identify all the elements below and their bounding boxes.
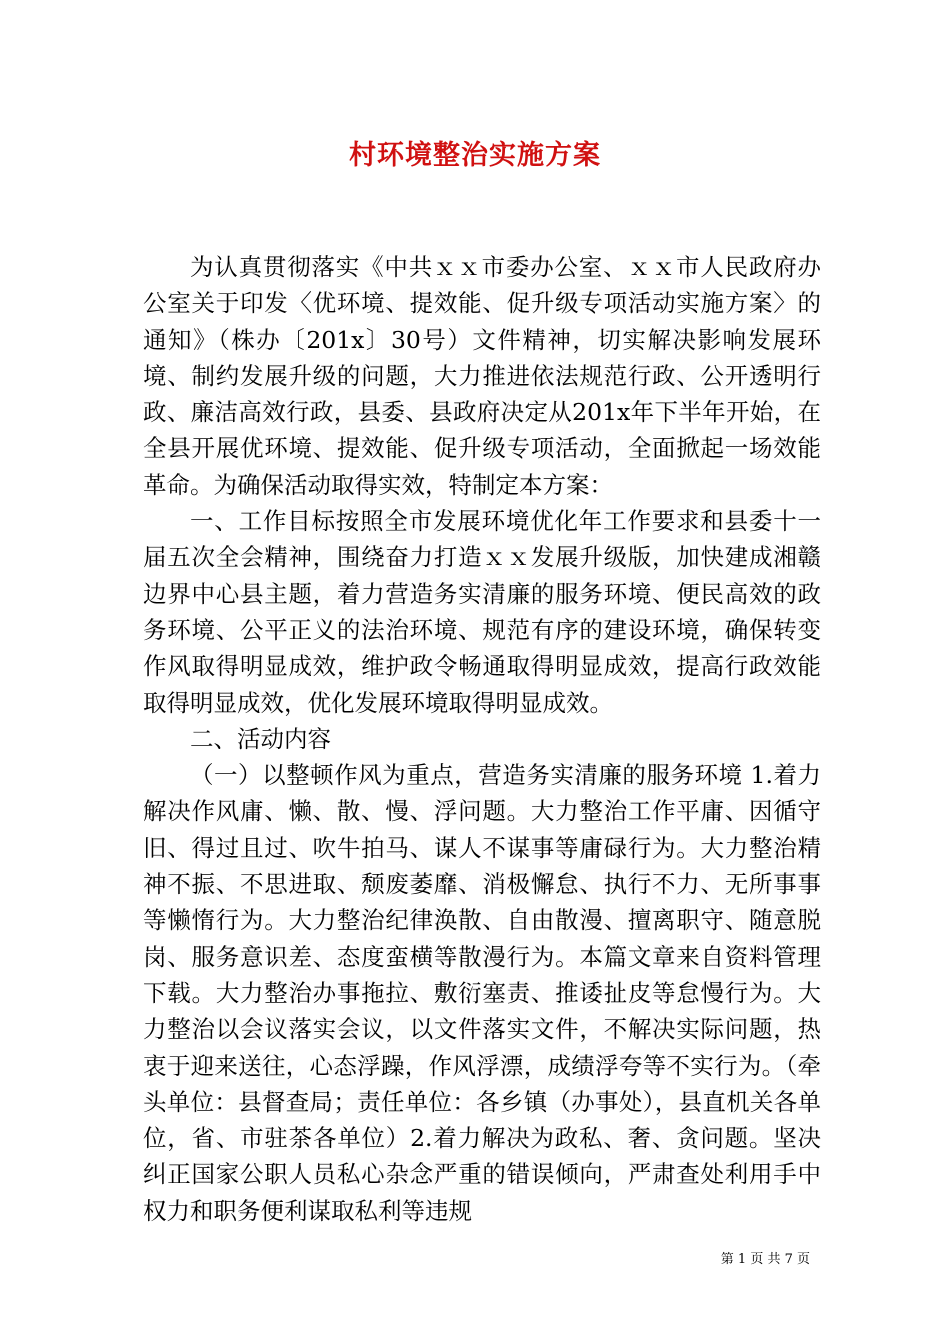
- page-number-footer: 第 1 页 共 7 页: [720, 1252, 810, 1267]
- paragraph-activity-content: （一）以整顿作风为重点，营造务实清廉的服务环境 1.着力解决作风庸、懒、散、慢、浮问题。大力整治工作平庸、因循守旧、得过且过、吹牛拍马、谋人不谋事等庸碌行为。大力整治精神不振、不思进取、颓废萎靡、消极懈怠、执行不力、无所事事等懒惰行为。大力整治纪律涣散、自由散漫、擅离职守、随意脱岗、服务意识差、态度蛮横等散漫行为。本篇文章来自资料管理下载。大力整治办事拖拉、敷衍塞责、推诿扯皮等怠慢行为。大力整治以会议落实会议，以文件落实文件，不解决实际问题，热衷于迎来送往，心态浮躁，作风浮漂，成绩浮夸等不实行为。（牵头单位：县督查局；责任单位：各乡镇（办事处），县直机关各单位，省、市驻茶各单位）2.着力解决为政私、奢、贪问题。坚决纠正国家公职人员私心杂念严重的错误倾向，严肃查处利用手中权力和职务便利谋取私利等违规: [143, 761, 821, 1225]
- paragraph-activity-heading: 二、活动内容: [190, 724, 331, 753]
- paragraph-intro: 为认真贯彻落实《中共ｘｘ市委办公室、ｘｘ市人民政府办公室关于印发〈优环境、提效能、促升级专项活动实施方案〉的通知》（株办〔201x〕30号）文件精神，切实解决影响发展环境、制约发展升级的问题，大力推进依法规范行政、公开透明行政、廉洁高效行政，县委、县政府决定从201x年下半年开始，在全县开展优环境、提效能、促升级专项活动，全面掀起一场效能革命。为确保活动取得实效，特制定本方案：: [143, 253, 821, 499]
- document-title: 村环境整治实施方案: [349, 140, 601, 171]
- paragraph-work-goals: 一、工作目标按照全市发展环境优化年工作要求和县委十一届五次全会精神，围绕奋力打造ｘｘ发展升级版，加快建成湘赣边界中心县主题，着力营造务实清廉的服务环境、便民高效的政务环境、公平正义的法治环境、规范有序的建设环境，确保转变作风取得明显成效，维护政令畅通取得明显成效，提高行政效能取得明显成效，优化发展环境取得明显成效。: [143, 507, 821, 717]
- document-body: [143, 249, 821, 1229]
